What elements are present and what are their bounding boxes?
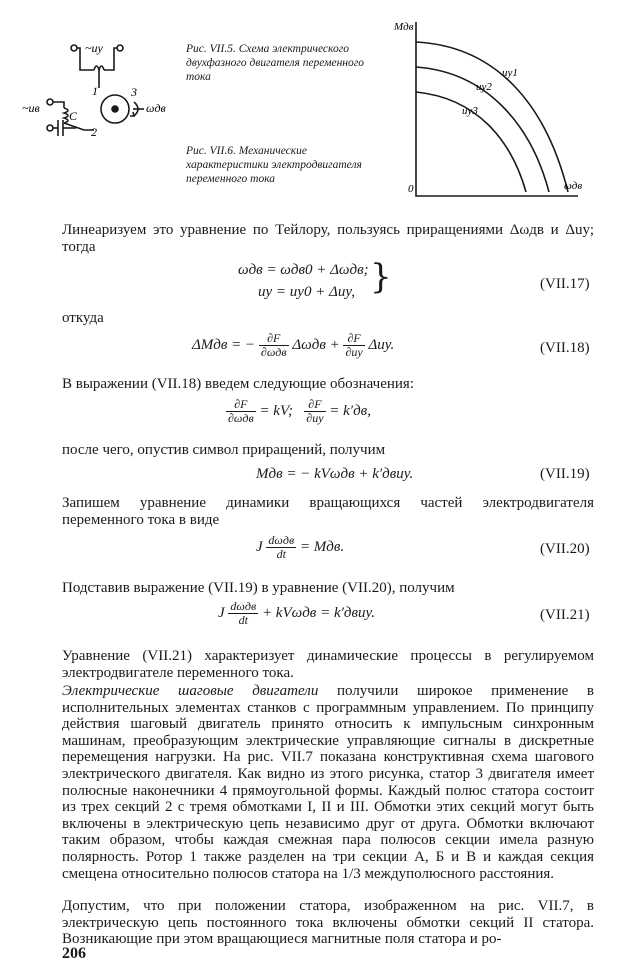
paragraph-characterizes: Уравнение (VII.21) характеризует динамические процессы в регулируемом электродвигателе переменного тока. xyxy=(62,648,594,681)
equation-21-number: (VII.21) xyxy=(540,607,590,623)
paragraph-substituting: Подставив выражение (VII.19) в уравнение (VII.20), получим xyxy=(62,580,455,596)
paragraph-designations: В выражении (VII.18) введем следующие обозначения: xyxy=(62,376,415,392)
figure-5-text: Схема электрического двухфазного двигателя переменного тока xyxy=(186,43,364,83)
fig2-origin: 0 xyxy=(408,183,414,195)
fig1-label-1: 1 xyxy=(92,84,98,98)
fig2-xlabel: ωдв xyxy=(564,180,582,192)
equation-18: ΔMдв = − $\frac{\partial F}{\text{∂ωдв}}$ Δωдв + $\frac{\partial F}{\partial uу}$ Δuу. xyxy=(192,331,395,359)
figure-6-text: Механические характеристики электродвигателя переменного тока xyxy=(186,145,362,185)
fig2-ylabel: Mдв xyxy=(394,21,414,33)
paragraph-linearize: Линеаризуем это уравнение по Тейлору, пользуясь приращениями Δωдв и Δuу; тогда xyxy=(62,222,594,255)
figure-6-number: Рис. VII.6. xyxy=(186,145,236,157)
equation-17-number: (VII.17) xyxy=(540,276,590,292)
curve-uy1 xyxy=(416,42,568,192)
equation-17-line-1: ωдв = ωдв0 + Δωдв; xyxy=(238,262,369,278)
equation-21: J $\frac{\text{dωдв}}{dt}$ + kVωдв = k′двuу. xyxy=(218,599,375,627)
figure-6-caption xyxy=(186,144,386,186)
fig1-label-uy: ~uу xyxy=(85,41,103,55)
fig1-label-c: C xyxy=(69,109,78,123)
equation-18-number: (VII.18) xyxy=(540,340,590,356)
paragraph-dynamics: Запишем уравнение динамики вращающихся частей электродвигателя переменного тока в виде xyxy=(62,495,594,528)
mechanical-characteristics-figure xyxy=(386,14,582,204)
fig1-label-3: 3 xyxy=(131,85,137,99)
paragraph-after-omitting: после чего, опустив символ приращений, получим xyxy=(62,442,386,458)
equation-20: J $\frac{\text{dωдв}}{dt}$ = Mдв. xyxy=(256,533,345,561)
figure-5-number: Рис. VII.5. xyxy=(186,43,236,55)
stepper-motors-term: Электрические шаговые двигатели xyxy=(62,683,319,699)
equation-17-line-2: uу = uу0 + Δuу, xyxy=(258,284,356,300)
fig2-curve-label-2: uу2 xyxy=(476,81,492,93)
equation-19-number: (VII.19) xyxy=(540,466,590,482)
figure-5-caption xyxy=(186,42,386,84)
fig1-label-uv: ~uв xyxy=(22,101,40,115)
fig2-curve-label-1: uу1 xyxy=(502,67,518,79)
page-number: 206 xyxy=(62,945,86,962)
paragraph-otkuda: откуда xyxy=(62,310,104,326)
fig2-curve-label-3: uу3 xyxy=(462,105,478,117)
paragraph-stepper-motors: Электрические шаговые двигатели получили широкое применение в исполнительных элементах станков с программным управлением. По принципу действия шаговый двигатель принято относить к импульсным синхронным машинам, преобразующим электрические управляющие сигналы в дискретные перемещения нагрузки. На рис. VII.7 показана конструктивная схема шагового электрического двигателя. Как видно из этого рисунка, статор 3 двигателя имеет полюсные наконечники 4 прямоугольной формы. Каждый полюс статора состоит из трех секций 2 с тремя обмотками I, II и III. Обмотки этих секций могут быть включены в электрическую цепь независимо друг от друга. Обмотки включают таким образом, чтобы каждая смежная пара полюсов секции имела разную полярность. Ротор 1 также разделен на три секции А, Б и В и каждая секция смещена относительно полюсов статора на 1/3 междуполюсного расстояния. xyxy=(62,683,594,882)
equation-19: Mдв = − kVωдв + k′двuу. xyxy=(256,466,414,482)
fig1-label-2: 2 xyxy=(91,125,97,139)
motor-schematic-figure xyxy=(22,40,182,150)
equation-definitions: $\frac{\partial F}{\text{∂ωдв}}$ = kV; $\frac{\partial F}{\partial uу}$ = k′дв, xyxy=(228,397,371,425)
equation-20-number: (VII.20) xyxy=(540,541,590,557)
fig1-label-omega: ωдв xyxy=(146,101,166,115)
equation-17-brace: } xyxy=(370,257,392,297)
paragraph-suppose: Допустим, что при положении статора, изображенном на рис. VII.7, в электрическую цепь постоянного тока включены обмотки секций II статора. Возникающие при этом вращающиеся магнитные поля статора и ро- xyxy=(62,898,594,948)
